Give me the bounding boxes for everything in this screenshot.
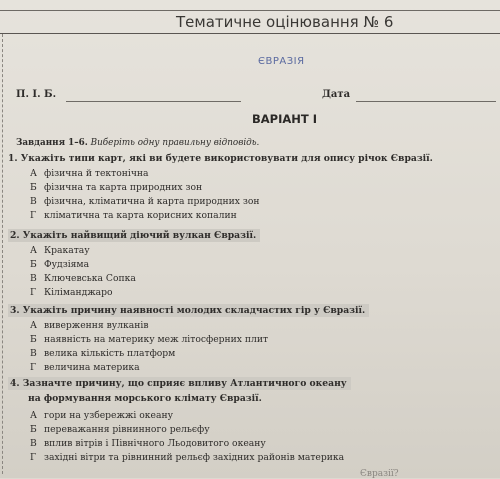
option-text: західні вітри та рівнинний рельєф західних районів материка: [44, 452, 345, 463]
question-4: 4. Зазначте причину, що сприяє впливу Атлантичного океану: [8, 377, 351, 390]
question-2-option-a[interactable]: [30, 245, 90, 256]
question-1-option-c[interactable]: [30, 196, 260, 207]
name-label: П. І. Б.: [16, 89, 57, 100]
question-3: 3. Укажіть причину наявності молодих складчастих гір у Євразії.: [8, 304, 369, 317]
option-text: переважання рівнинного рельєфу: [44, 424, 210, 435]
question-3-option-a[interactable]: [30, 320, 149, 331]
option-letter: В: [30, 273, 37, 284]
question-1: 1. Укажіть типи карт, які ви будете використовувати для опису річок Євразії.: [8, 153, 433, 164]
option-text: Ключевська Сопка: [44, 273, 136, 284]
option-text: величина материка: [44, 362, 140, 373]
option-text: гори на узбережжі океану: [44, 410, 173, 421]
question-4-continued: на формування морського клімату Євразії.: [28, 393, 262, 404]
option-letter: Г: [30, 287, 37, 298]
section-title: ЄВРАЗІЯ: [258, 56, 305, 67]
variant-heading: ВАРІАНТ І: [252, 112, 318, 126]
option-letter: В: [30, 196, 37, 207]
option-text: виверження вулканів: [44, 320, 149, 331]
option-text: кліматична та карта корисних копалин: [44, 210, 237, 221]
cut-off-text: Євразії?: [360, 469, 399, 479]
option-text: фізична та карта природних зон: [44, 182, 203, 193]
option-letter: Г: [30, 362, 37, 373]
question-1-option-a[interactable]: [30, 168, 149, 179]
option-letter: А: [30, 410, 37, 421]
date-label: Дата: [322, 89, 351, 100]
page-title: Тематичне оцінювання № 6: [176, 13, 394, 31]
question-2: 2. Укажіть найвищий діючий вулкан Євразії.: [8, 229, 260, 242]
question-4-option-c[interactable]: [30, 438, 266, 449]
option-text: велика кількість платформ: [44, 348, 176, 359]
question-2-option-d[interactable]: [30, 287, 113, 298]
instructions: [16, 138, 259, 148]
option-text: Кіліманджаро: [44, 287, 113, 298]
option-letter: Г: [30, 210, 37, 221]
question-2-option-b[interactable]: [30, 259, 89, 270]
option-letter: Б: [30, 334, 37, 345]
option-text: фізична, кліматична й карта природних зон: [44, 196, 260, 207]
question-3-option-b[interactable]: [30, 334, 268, 345]
option-letter: Г: [30, 452, 37, 463]
question-2-option-c[interactable]: [30, 273, 136, 284]
option-text: вплив вітрів і Північного Льодовитого океану: [44, 438, 266, 449]
option-letter: Б: [30, 424, 37, 435]
option-letter: А: [30, 320, 37, 331]
date-field-line[interactable]: [356, 101, 496, 102]
option-letter: В: [30, 348, 37, 359]
option-text: фізична й тектонічна: [44, 168, 149, 179]
question-4-option-b[interactable]: [30, 424, 210, 435]
option-text: наявність на материку меж літосферних плит: [44, 334, 269, 345]
question-3-option-d[interactable]: [30, 362, 140, 373]
instructions-range: Завдання 1–6.: [16, 138, 88, 148]
question-1-option-b[interactable]: [30, 182, 202, 193]
question-4-option-d[interactable]: [30, 452, 344, 463]
option-text: Фудзіяма: [44, 259, 90, 270]
option-text: Кракатау: [44, 245, 90, 256]
instructions-text: Виберіть одну правильну відповідь.: [90, 138, 260, 148]
question-1-option-d[interactable]: [30, 210, 237, 221]
option-letter: А: [30, 168, 37, 179]
option-letter: А: [30, 245, 37, 256]
option-letter: Б: [30, 259, 37, 270]
name-field-line[interactable]: [66, 101, 241, 102]
option-letter: Б: [30, 182, 37, 193]
option-letter: В: [30, 438, 37, 449]
question-3-option-c[interactable]: [30, 348, 175, 359]
margin-rule: [2, 34, 4, 474]
question-4-option-a[interactable]: [30, 410, 173, 421]
